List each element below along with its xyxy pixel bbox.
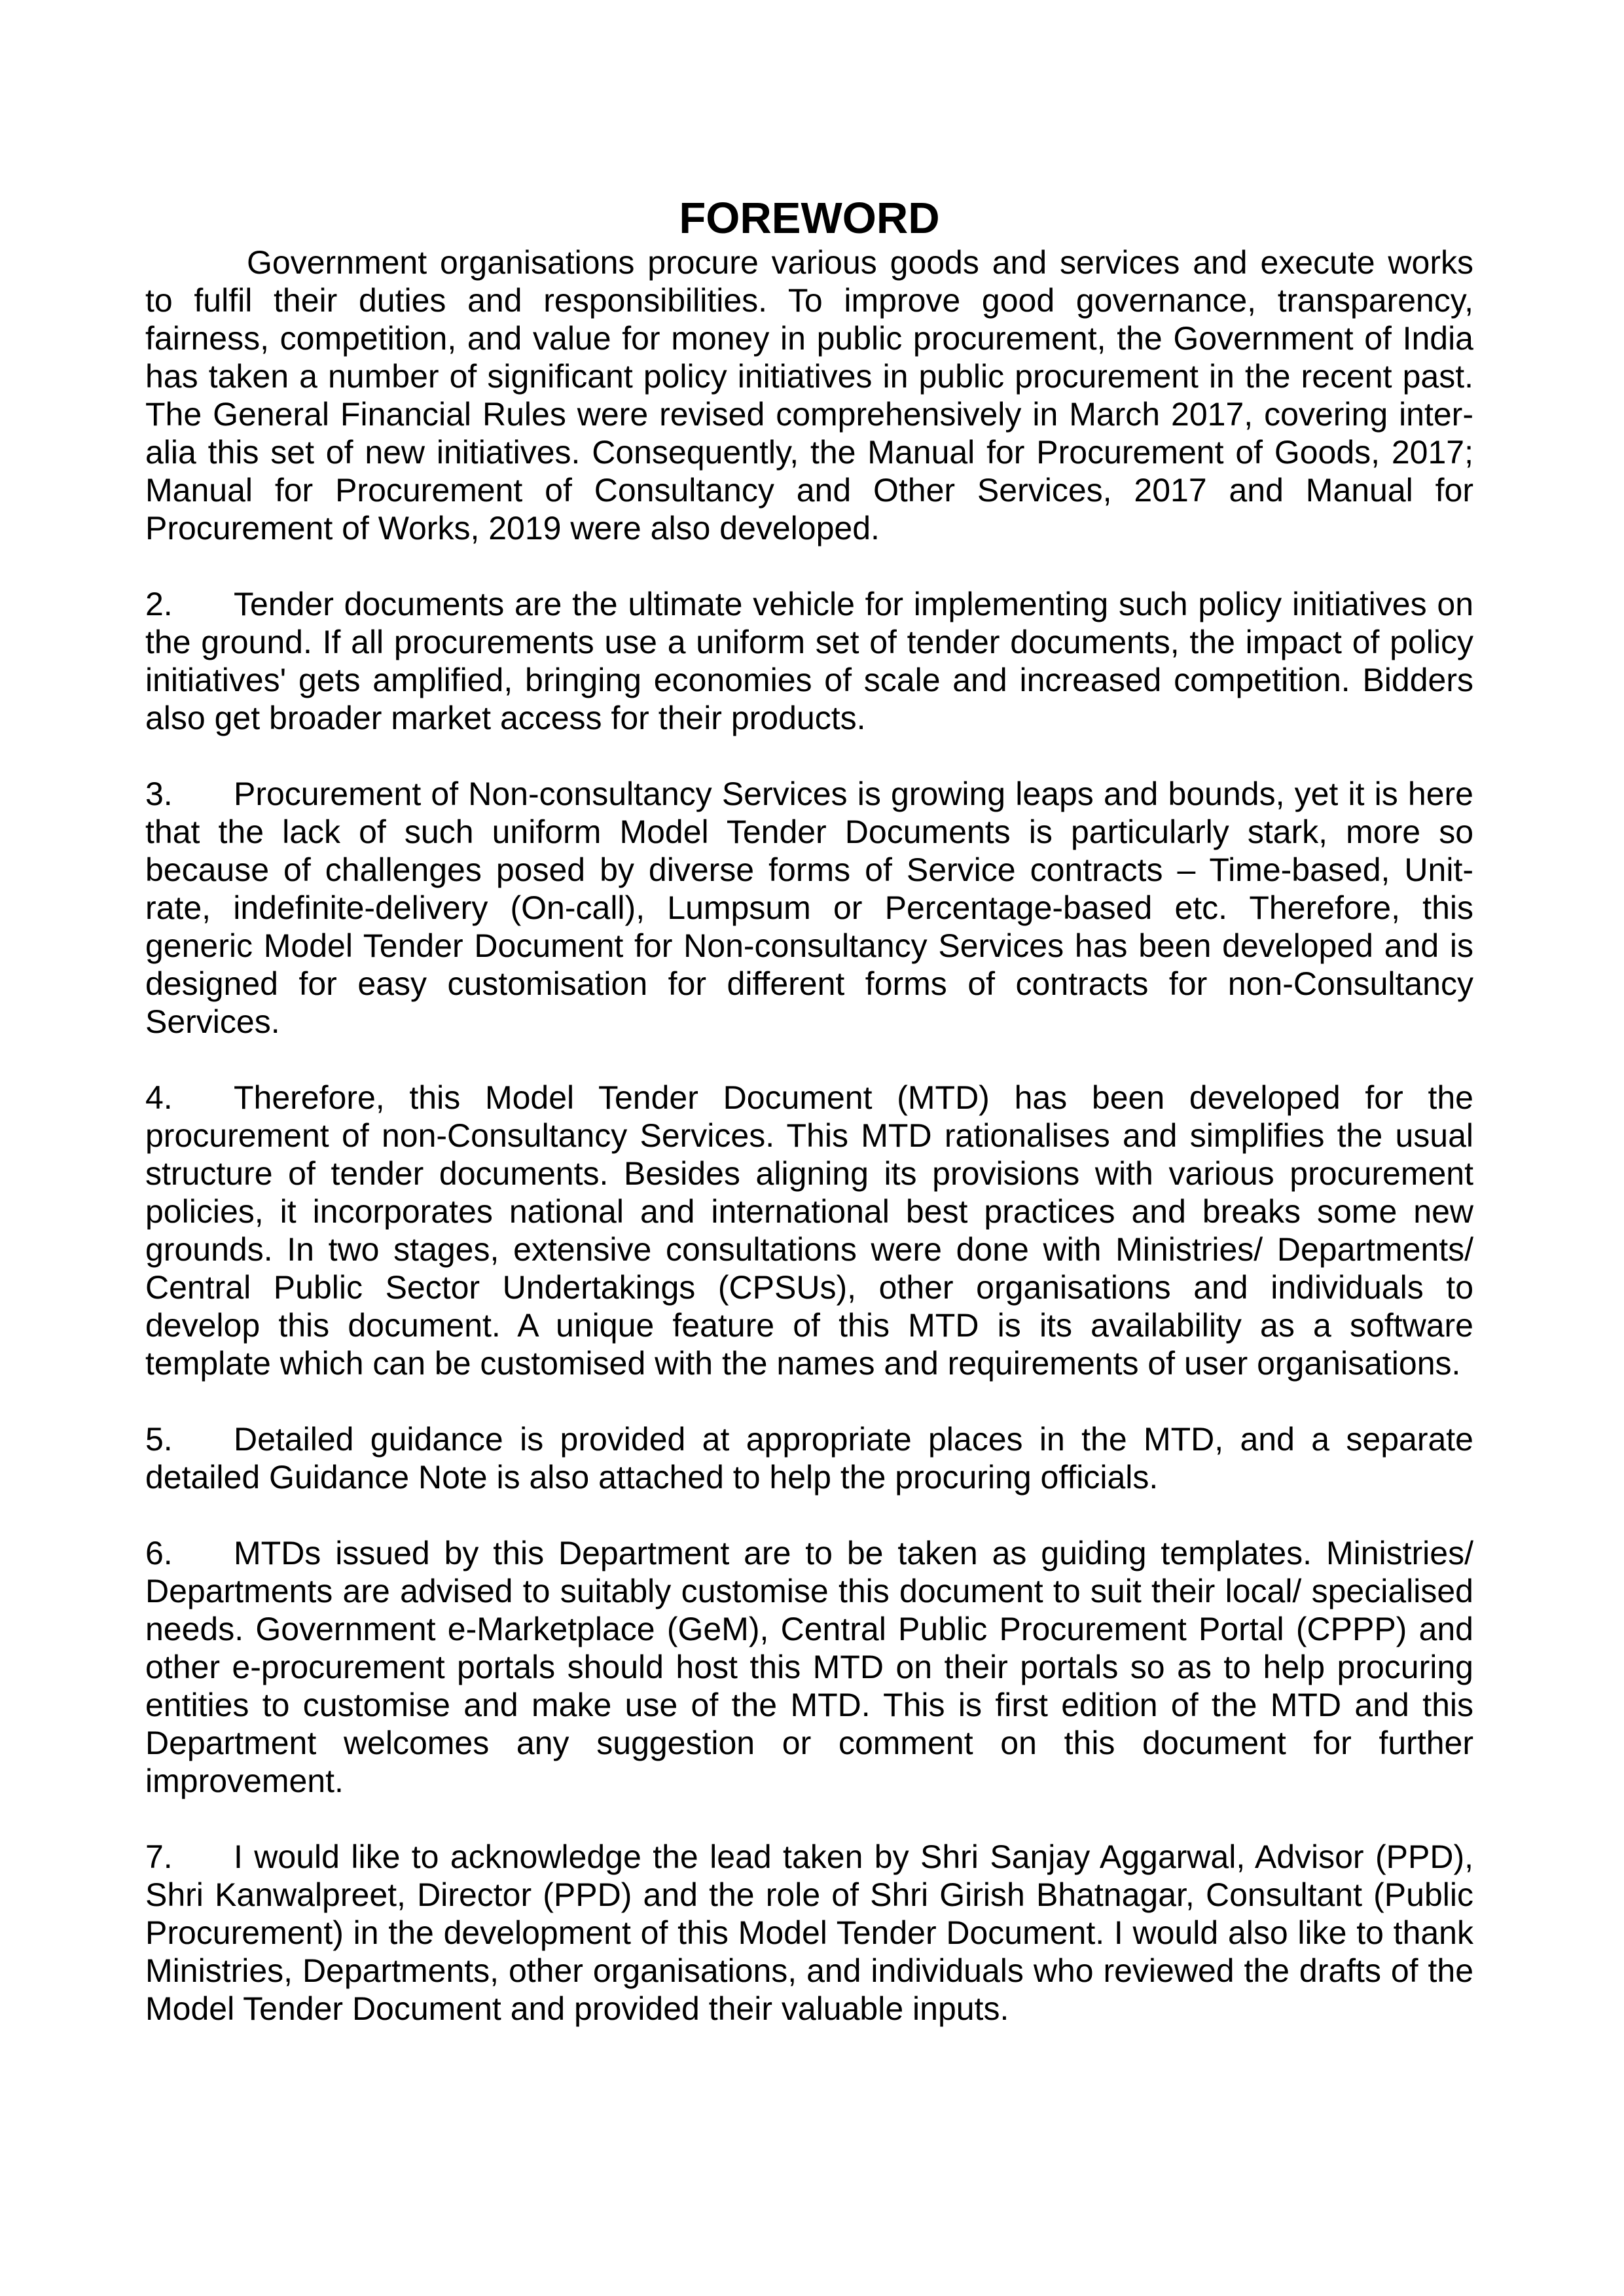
foreword-paragraph-2	[145, 585, 1473, 737]
paragraph-7-number: 7.	[145, 1839, 173, 1875]
paragraph-5-text: Detailed guidance is provided at appropriate places in the MTD, and a separate detailed Guidance Note is also attached to help the procuring officials.	[145, 1421, 1473, 1496]
page-title: FOREWORD	[679, 194, 940, 243]
paragraph-3-text: Procurement of Non-consultancy Services is growing leaps and bounds, yet it is here that the lack of such uniform Model Tender Documents is particularly stark, more so because of challenges posed by diverse forms of Service contracts – Time-based, Unit-rate, indefinite-delivery (On-call), Lumpsum or Percentage-based etc. Therefore, this generic Model Tender Document for Non-consultancy Services has been developed and is designed for easy customisation for different forms of contracts for non-Consultancy Services.	[145, 776, 1473, 1040]
paragraph-6-text: MTDs issued by this Department are to be taken as guiding templates. Ministries/ Departments are advised to suitably customise this document to suit their local/ specialised needs. Government e-Marketplace (GeM), Central Public Procurement Portal (CPPP) and other e-procurement portals should host this MTD on their portals so as to help procuring entities to customise and make use of the MTD. This is first edition of the MTD and this Department welcomes any suggestion or comment on this document for further improvement.	[145, 1535, 1473, 1799]
foreword-paragraph-1: Government organisations procure various goods and services and execute works to fulfil their duties and responsibilities. To improve good governance, transparency, fairness, competition, and value for money in public procurement, the Government of India has taken a number of significant policy initiatives in public procurement in the recent past. The General Financial Rules were revised comprehensively in March 2017, covering inter-alia this set of new initiatives. Consequently, the Manual for Procurement of Goods, 2017; Manual for Procurement of Consultancy and Other Services, 2017 and Manual for Procurement of Works, 2019 were also developed.	[145, 244, 1473, 547]
foreword-paragraph-6	[145, 1534, 1473, 1800]
paragraph-4-number: 4.	[145, 1079, 173, 1116]
foreword-paragraph-5	[145, 1420, 1473, 1496]
foreword-paragraph-7	[145, 1838, 1473, 2028]
foreword-paragraph-3	[145, 775, 1473, 1041]
foreword-paragraph-4	[145, 1079, 1473, 1382]
paragraph-3-number: 3.	[145, 776, 173, 812]
paragraph-5-number: 5.	[145, 1421, 173, 1458]
paragraph-6-number: 6.	[145, 1535, 173, 1571]
paragraph-4-text: Therefore, this Model Tender Document (MTD) has been developed for the procurement of non-Consultancy Services. This MTD rationalises and simplifies the usual structure of tender documents. Besides aligning its provisions with various procurement policies, it incorporates national and international best practices and breaks some new grounds. In two stages, extensive consultations were done with Ministries/ Departments/ Central Public Sector Undertakings (CPSUs), other organisations and individuals to develop this document. A unique feature of this MTD is its availability as a software template which can be customised with the names and requirements of user organisations.	[145, 1079, 1473, 1382]
paragraph-2-text: Tender documents are the ultimate vehicle for implementing such policy initiatives on the ground. If all procurements use a uniform set of tender documents, the impact of policy initiatives' gets amplified, bringing economies of scale and increased competition. Bidders also get broader market access for their products.	[145, 586, 1473, 736]
paragraph-2-number: 2.	[145, 586, 173, 622]
paragraph-7-text: I would like to acknowledge the lead taken by Shri Sanjay Aggarwal, Advisor (PPD), Shri Kanwalpreet, Director (PPD) and the role of Shri Girish Bhatnagar, Consultant (Public Procurement) in the development of this Model Tender Document. I would also like to thank Ministries, Departments, other organisations, and individuals who reviewed the drafts of the Model Tender Document and provided their valuable inputs.	[145, 1839, 1473, 2027]
